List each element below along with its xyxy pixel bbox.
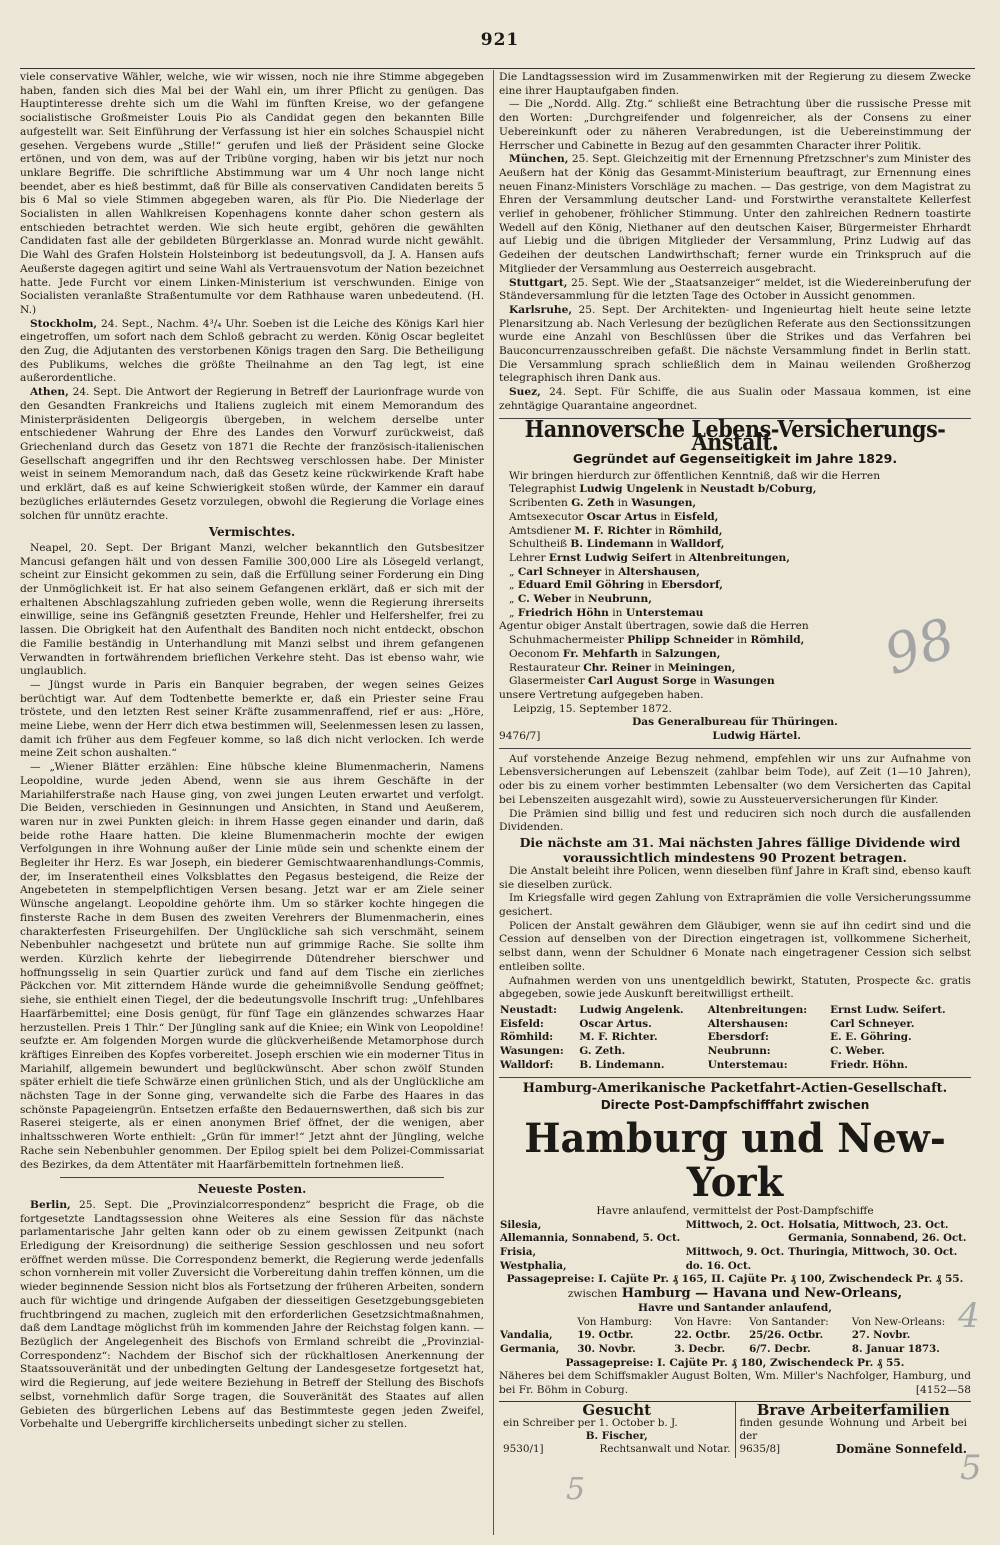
sailing-header-cell: Von Hamburg:: [577, 1316, 653, 1328]
table-cell: Eisfeld:: [500, 1017, 544, 1030]
classified-wanted-reference: 9530/1]: [503, 1442, 544, 1455]
agent-connector: in: [736, 634, 748, 647]
suez-text: 24. Sept. Für Schiffe, die aus Sualin oder Massaua kommen, ist eine zehntägige Quarantaine angeordnet.: [499, 386, 971, 412]
agent-connector: in: [675, 551, 686, 564]
berlin-text: 25. Sept. Die „Provinzialcorrespondenz“ bespricht die Frage, ob die fortgesetzte Landtagssession ohne Weiteres als eine Session für das nächste parlamentarische Jahr gelten kann oder ob zu einem gewissen Zeitpunkt (nach Erledigung der Kreisordnung) die seitherige Session geschlossen und neu sofort eröffnet werden müsse. Die Correspondenz bemerkt, die Regierung werde jedenfalls schon vornherein mit voller Zuversicht die Vorbereitung dahin treffen können, um die wieder beginnende Session nicht blos als Fortsetzung der früheren Arbeiten, sondern auch für wichtige und dringende Aufgaben der diesseitigen Gesetzgebungsgebieten fruchtbringend zu machen, zugleich mit den erforderlichen Gesetzsichtmaßnahmen, daß dem Landtage möglichst früh im kommenden Jahre der Reichstag folgen kann. — Bezüglich der Angelegenheit des Bischofs von Ermland schreibt die „Provinzial-Correspondenz“: Nachdem der Bischof sich der rückhaltlosen Anerkennung der Staatssouveränität und der unbedingten Geltung der Landesgesetze fortgesetzt hat, wird die Regierung, auf jede weitere Beziehung in Betreff der Stellung des Bischofs selbst, vornehmlich dafür Sorge tragen, die Souveränität des Staates auf allen Gebieten des bürgerlichen Lebens auf das Bestimmteste gegen jeden Zweifel, Vorbehalte und Uebergriffe kirchlicherseits unbedingt sicher zu stellen.: [20, 1198, 484, 1431]
insurance-body-6: Aufnahmen werden von uns unentgeldlich bewirkt, Statuten, Prospecte &c. gratis abgegeben, sowie jede Auskunft bereitwilligst ertheilt.: [499, 974, 971, 1001]
agent-place: Meiningen,: [667, 661, 736, 674]
agent-row: [499, 483, 971, 497]
agent-place: Walldorf,: [670, 538, 725, 551]
agent-name: Chr. Reiner: [583, 661, 651, 674]
sailing-cell: Westphalia,: [500, 1259, 567, 1272]
karlsruhe-dateline: Karlsruhe,: [509, 303, 573, 316]
agent-name: Philipp Schneider: [627, 634, 734, 647]
agent-connector: in: [660, 510, 671, 523]
agent-connector: in: [647, 579, 658, 592]
classified-families-title: Brave Arbeiterfamilien: [756, 1400, 950, 1419]
insurance-signature-row: [499, 730, 971, 744]
agent-name: B. Lindemann: [570, 538, 654, 551]
agent-place: Salzungen,: [654, 647, 721, 660]
insurance-agency-text: Agentur obiger Anstalt übertragen, sowie daß die Herren: [499, 620, 809, 633]
agent-role: Amtsexecutor: [509, 510, 584, 523]
agent-name: G. Zeth: [571, 497, 615, 510]
classified-families-reference: 9635/8]: [739, 1442, 781, 1455]
classified-wanted-footer: [503, 1443, 731, 1456]
classified-ads: [499, 1401, 971, 1458]
stuttgart-dateline: Stuttgart,: [509, 276, 568, 289]
sailing-cell: Holsatia, Mittwoch, 23. Oct.: [788, 1218, 949, 1231]
table-cell: Carl Schneyer.: [830, 1017, 915, 1030]
table-row: [499, 1045, 971, 1059]
agent-list: [499, 483, 971, 620]
table-cell: Römhild:: [500, 1031, 554, 1044]
section-heading-latest-posts: Neueste Posten.: [197, 1182, 307, 1197]
shipping-advertisement: [499, 1082, 971, 1398]
table-cell: Altenbreitungen:: [707, 1004, 808, 1016]
dividend-notice: Die nächste am 31. Mai nächsten Jahres fällige Dividende wird voraussichtlich mindestens 90 Prozent betragen.: [519, 834, 961, 865]
pencil-annotation-98: 98: [876, 605, 962, 688]
pencil-annotation-5: 5: [960, 1448, 982, 1488]
insurance-body-2: Die Prämien sind billig und fest und reduciren sich noch durch die ausfallenden Dividenden.: [499, 807, 971, 834]
stockholm-article: [20, 318, 484, 387]
sailing-cell: Germania,: [500, 1342, 560, 1355]
sailing-cell: Vandalia,: [500, 1329, 553, 1342]
agent-name: Carl Schneyer: [517, 565, 602, 578]
column-divider: [493, 70, 494, 1535]
munich-text: 25. Sept. Gleichzeitig mit der Ernennung Pfretzschner's zum Minister des Aeußern hat der König das Gesammt-Ministerium beauftragt, zur Ernennung eines neuen Finanz-Ministers Vorschläge zu machen. — Das gestrige, von dem Magistrat zu Ehren der Versammlung deutscher Land- und Forstwirthe veranstaltete Kellerfest verlief in gehobener, fröhlicher Stimmung. Unter den zahlreichen Rednern toastirte Wedell auf den König, Niethaner auf den deutschen Kaiser, Bürgermeister Ehrhardt auf Liebig und die übrigen Mitglieder der Versammlung, Prinz Ludwig auf das Gedeihen der deutschen Landwirthschaft; ferner wurde ein Trinkspruch auf die Mitglieder der Versammlung aus Oesterreich ausgebracht.: [499, 153, 971, 275]
agent-name: Ernst Ludwig Seifert: [548, 551, 672, 564]
table-cell: E. E. Göhring.: [830, 1031, 912, 1044]
insurance-intro: Wir bringen hierdurch zur öffentlichen Kenntniß, daß wir die Herren: [509, 469, 881, 482]
table-cell: Ludwig Angelenk.: [579, 1004, 684, 1016]
agent-connector: in: [654, 661, 665, 674]
stockholm-dateline: Stockholm,: [30, 317, 98, 330]
sailing-schedule-new-york: [499, 1219, 971, 1274]
agent-name: M. F. Richter: [574, 524, 652, 537]
shipping-route-title: Hamburg und New-York: [524, 1114, 946, 1206]
classified-wanted-role: Rechtsanwalt und Notar.: [599, 1442, 731, 1455]
agent-row: [499, 593, 971, 607]
sailing-header-cell: Von Santander:: [749, 1316, 829, 1328]
agent-role: Oeconom: [509, 647, 560, 660]
sailing-cell: 27. Novbr.: [851, 1329, 911, 1342]
agent-role: Restaurateur: [509, 661, 580, 674]
agent-name: Oscar Artus: [586, 510, 657, 523]
agent-role: „: [509, 606, 515, 619]
shipping-route-2-note: Havre und Santander anlaufend,: [638, 1301, 832, 1314]
insurance-reference-number: 9476/7]: [499, 730, 541, 743]
sailing-cell: Silesia,: [500, 1218, 542, 1231]
table-cell: Walldorf:: [500, 1058, 554, 1071]
agent-name: Fr. Mehfarth: [562, 647, 638, 660]
classified-wanted: [499, 1402, 735, 1458]
norddeutsche-article: — Die „Nordd. Allg. Ztg.“ schließt eine Betrachtung über die russische Presse mit den Worten: „Durchgreifender und folgenreicher, als der Consens zu einer Uebereinkunft oder zu näheren Verabredungen, ist die Uebereinstimmung der Herrscher und Cabinette in Bezug auf den gesammten Character ihrer Politik.: [499, 98, 971, 152]
copenhagen-election-article: viele conservative Wähler, welche, wie wir wissen, noch nie ihre Stimme abgegeben haben, fanden sich dies Mal bei der Wahl ein, um ihrer Pflicht zu genügen. Das Hauptinteresse drehte sich um die Wahl im fünften Kreise, wo der gefangene socialistische Großmeister Louis Pio als Candidat gegen den bekannten Bille aufgestellt war. Seit Einführung der Verfassung ist hier ein solches Schauspiel nicht gesehen. Vergebens wurde „Stille!“ gerufen und ließ der Präsident seine Glocke ertönen, und von dem, was auf der Tribüne vorging, haben wir bis jetzt nur noch unklare Begriffe. Die schriftliche Abstimmung war um 4 Uhr noch lange nicht beendet, aber es hieß bestimmt, daß für Bille als conservativen Candidaten bereits 5 bis 6 Mal so viele Stimmen abgegeben waren, als für Pio. Die Niederlage der Socialisten in allen Wahlkreisen Kopenhagens konnte daher schon gestern als entschieden betrachtet werden. Wie sich heute ergibt, gehören die gewählten Candidaten fast alle der gebildeten Bürgerklasse an. Monrad wurde nicht gewählt. Die Wahl des Grafen Holstein Holsteinborg ist bedeutungsvoll, da J. A. Hansen aufs Aeußerste dagegen agitirt und seine Wahl als Vertrauensvotum der Nation bezeichnet hatte. Jede Furcht vor einem Linken-Ministerium ist verschwunden. Einige von Socialisten veranlaßte Straßentumulte vor dem Rathhause waren unbedeutend. (H. N.): [20, 71, 484, 316]
sailing-row: [499, 1343, 971, 1357]
agent-name: Carl August Sorge: [588, 675, 697, 688]
classified-families-text: finden gesunde Wohnung und Arbeit bei der: [739, 1416, 967, 1442]
agent-place: Wasungen: [713, 675, 775, 688]
insurance-signature-name: Ludwig Härtel.: [712, 730, 801, 743]
sailing-cell: do. 16. Oct.: [685, 1259, 752, 1272]
sailing-header-cell: [499, 1316, 576, 1330]
insurance-title: Hannoversche Lebens-Versicherungs-Anstalt.: [524, 415, 946, 457]
pencil-annotation-5-bottom: 5: [566, 1472, 586, 1507]
shipping-route-subtitle: Directe Post-Dampfschifffahrt zwischen: [600, 1098, 870, 1113]
agent-row: [499, 511, 971, 525]
agent-row: [499, 552, 971, 566]
pencil-annotation-4: 4: [958, 1296, 980, 1336]
table-cell: Wasungen:: [500, 1045, 564, 1058]
agent-place: Altershausen,: [618, 565, 700, 578]
munich-article: [499, 153, 971, 276]
agent-connector: in: [612, 606, 623, 619]
classified-families-footer: [740, 1443, 968, 1456]
sailing-row: [499, 1219, 971, 1233]
agent-place: Unterstemau: [625, 606, 704, 619]
table-cell: G. Zeth.: [579, 1045, 626, 1058]
section-heading-miscellany: Vermischtes.: [208, 525, 296, 540]
naples-article: Neapel, 20. Sept. Der Brigant Manzi, welcher bekanntlich den Gutsbesitzer Mancusi gefangen hält und von dessen Familie 300,000 Lire als Lösegeld verlangt, scheint zur Einsicht gekommen zu sein, daß die Erfüllung seiner Forderung ein Ding der Unmöglichkeit ist. Er hat also seinem Gefangenen erklärt, daß er sich mit der erhaltenen Abschlagszahlung zufrieden geben wolle, wenn die Regierung ihrerseits einwillige, seine ins Gefängniß gesetzten Freunde, Hehler und Helfershelfer, frei zu lassen. Die Obrigkeit hat den Aufenthalt des Banditen noch nicht entdeckt, obschon die Familie beständig in Unterhandlung mit Manzi selbst und ihrem gefangenen Verwandten in fortwährendem brieflichen Verkehre steht. Das ist ebenso wahr, wie unglaublich.: [20, 541, 484, 678]
sailing-row: [499, 1246, 971, 1260]
stuttgart-text: 25. Sept. Wie der „Staatsanzeiger“ meldet, ist die Wiedereinberufung der Ständeversammlung für die letzten Tage des October in Aussicht genommen.: [499, 276, 971, 303]
shipping-company-name: Hamburg-Amerikanische Packetfahrt-Actien-Gesellschaft.: [522, 1080, 948, 1096]
agent-place: Ebersdorf,: [661, 579, 723, 592]
agent-row: [499, 497, 971, 511]
agent-connector: in: [686, 483, 697, 496]
sailing-cell: Allemannia, Sonnabend, 5. Oct.: [500, 1232, 681, 1245]
agent-place: Römhild,: [668, 524, 723, 537]
agent-role: Scribenten: [509, 497, 568, 510]
sailing-cell: 8. Januar 1873.: [851, 1342, 940, 1355]
insurance-body-3: Die Anstalt beleiht ihre Policen, wenn dieselben fünf Jahre in Kraft sind, ebenso kauft sie dieselben zurück.: [499, 864, 971, 891]
table-row: [499, 1018, 971, 1032]
agent-connector: in: [617, 497, 628, 510]
agent-connector: in: [654, 524, 666, 537]
agent-role: „: [509, 579, 515, 592]
berlin-article: [20, 1199, 484, 1432]
insurance-inner-divider: [499, 748, 971, 749]
page-number: 921: [480, 30, 520, 50]
agent-role: Amtsdiener: [509, 524, 571, 537]
agent-connector: in: [641, 647, 652, 660]
classified-wanted-text: ein Schreiber per 1. October b. J.: [503, 1416, 678, 1429]
shipping-agent-text: Näheres bei dem Schiffsmakler August Bolten, Wm. Miller's Nachfolger, Hamburg, und bei Fr. Böhm in Coburg.: [499, 1370, 971, 1397]
passage-prices-new-orleans: Passagepreise: I. Cajüte Pr. ₰ 180, Zwischendeck Pr. ₰ 55.: [565, 1356, 905, 1369]
agent-place: Wasungen,: [631, 497, 697, 510]
insurance-advertisement: [499, 415, 971, 1073]
header-rule: [20, 68, 975, 69]
sailing-cell: [685, 1232, 787, 1246]
insurance-representation-text: unsere Vertretung aufgegeben haben.: [499, 688, 704, 701]
sailing-header-cell: Von New-Orleans:: [851, 1316, 946, 1328]
shipping-reference-number: [4152—58: [915, 1384, 971, 1397]
table-row: [499, 1031, 971, 1045]
sailing-row: [499, 1329, 971, 1343]
agent-place: Neustadt b/Coburg,: [700, 483, 817, 496]
agent-row: [499, 566, 971, 580]
agent-row: [499, 538, 971, 552]
agent-location-table: [499, 1004, 971, 1073]
agent-role: Telegraphist: [509, 483, 577, 496]
insurance-date: Leipzig, 15. September 1872.: [513, 702, 672, 715]
athens-dateline: Athen,: [30, 386, 69, 399]
sailing-cell: Mittwoch, 9. Oct.: [685, 1246, 785, 1259]
stockholm-text: 24. Sept., Nachm. 4³/₄ Uhr. Soeben ist die Leiche des Königs Karl hier eingetroffen, um sofort nach dem Schloß gebracht zu werden. König Oscar begleitet den Zug, die Adjutanten des verstorbenen Königs tragen den Sarg. Die Betheiligung des Publikums, welches die größte Theilnahme an den Tag legt, ist eine außerordentliche.: [20, 317, 484, 385]
sailing-cell: 6/7. Decbr.: [749, 1342, 811, 1355]
sailing-schedule-new-orleans: [499, 1316, 971, 1357]
shipping-havre-note: Havre anlaufend, vermittelst der Post-Dampfschiffe: [596, 1204, 874, 1217]
shipping-route-2-prefix: zwischen: [567, 1288, 618, 1301]
table-cell: Ebersdorf:: [707, 1031, 769, 1044]
sailing-cell: 19. Octbr.: [577, 1329, 634, 1342]
munich-dateline: München,: [509, 153, 569, 166]
insurance-body-4: Im Kriegsfalle wird gegen Zahlung von Extraprämien die volle Versicherungssumme gesichert.: [499, 892, 971, 919]
stuttgart-article: [499, 277, 971, 304]
agent-role: Schuhmachermeister: [509, 634, 624, 647]
karlsruhe-article: [499, 304, 971, 386]
agent-row: [499, 525, 971, 539]
paris-article: — Jüngst wurde in Paris ein Banquier begraben, der wegen seines Geizes berüchtigt war. Auf dem Todtenbette bemerkte er, daß ein Priester seine Frau tröstete, und den letzten Rest seiner Kräfte zusammenraffend, rief er aus: „Höre, meine Liebe, wenn der Herr dich etwa bestimmen will, Seelenmessen lesen zu lassen, damit ich früher aus dem Fegfeuer komme, so laß dich nicht verlocken. Ich werde meine Zeit schon aushalten.“: [20, 678, 484, 760]
agent-place: Neubrunn,: [587, 593, 652, 606]
suez-dateline: Suez,: [509, 386, 541, 399]
table-cell: Unterstemau:: [707, 1058, 788, 1071]
sailing-cell: [787, 1260, 971, 1274]
agent-role: Glasermeister: [509, 675, 585, 688]
passage-prices-new-york: Passagepreise: I. Cajüte Pr. ₰ 165, II. Cajüte Pr. ₰ 100, Zwischendeck Pr. ₰ 55.: [506, 1273, 964, 1286]
table-cell: Ernst Ludw. Seifert.: [830, 1004, 946, 1016]
agent-name: Friedrich Höhn: [517, 606, 609, 619]
table-cell: B. Lindemann.: [579, 1058, 665, 1071]
table-cell: M. F. Richter.: [579, 1031, 658, 1044]
classified-families-signature: Domäne Sonnefeld.: [835, 1441, 967, 1456]
agent-name: Ludwig Ungelenk: [579, 483, 684, 496]
athens-text: 24. Sept. Die Antwort der Regierung in Betreff der Laurionfrage wurde von den Gesandten Frankreichs und Italiens zugleich mit einem Memorandum des Ministerpräsidenten Deligeorgis übergeben, in welchem derselbe unter entschiedener Wahrung der Ehre des Landes den Vorwurf zurückweist, daß Griechenland durch das Gesetz von 1871 die Rechte der französisch-italienischen Gesellschaft angegriffen und ihr den Rechtsweg verschlossen habe. Der Minister weist in seinem Memorandum nach, daß das Gesetz keine rückwirkende Kraft habe und erklärt, daß es auf keine Schwierigkeit stoßen würde, der Kammer ein darauf bezügliches erläuterndes Gesetz vorzulegen, obwohl die Regierung die Vorlage eines solchen für unnütz erachte.: [20, 386, 484, 522]
agent-row: [499, 579, 971, 593]
left-column: [20, 71, 484, 1432]
athens-article: [20, 386, 484, 523]
insurance-dateline-row: [499, 703, 971, 717]
berlin-dateline: Berlin,: [30, 1198, 71, 1211]
section-divider: [60, 1177, 444, 1178]
sailing-row: [499, 1232, 971, 1246]
agent-role: Schultheiß: [509, 538, 568, 551]
karlsruhe-text: 25. Sept. Der Architekten- und Ingenieurtag hielt heute seine letzte Plenarsitzung ab. Nach Verlesung der bezüglichen Referate aus den Sectionssitzungen wurde eine Anzahl von Beschlüssen über die Strikes und das Verfahren bei Bauconcurrenzausschreiben gefaßt. Die nächste Versammlung findet in Berlin statt. Die Versammlung sprach schließlich dem in Mainau weilenden Großherzog telegraphisch ihren Dank aus.: [499, 303, 971, 385]
agent-connector: in: [604, 565, 615, 578]
sailing-cell: 3. Decbr.: [674, 1342, 726, 1355]
agent-connector: in: [656, 538, 668, 551]
suez-article: [499, 386, 971, 413]
landtag-article: Die Landtagssession wird im Zusammenwirken mit der Regierung zu diesem Zwecke eine ihrer Hauptaufgaben finden.: [499, 71, 971, 97]
agent-place: Altenbreitungen,: [688, 551, 790, 564]
agent-name: Eduard Emil Göhring: [517, 579, 645, 592]
sailing-cell: 30. Novbr.: [577, 1342, 636, 1355]
right-column: [499, 71, 971, 1458]
table-cell: C. Weber.: [830, 1045, 885, 1058]
agent-place: Römhild,: [750, 634, 805, 647]
table-row: [499, 1059, 971, 1073]
agent-role: Lehrer: [509, 551, 546, 564]
shipping-agent-footer: [499, 1370, 971, 1397]
ad-divider-middle: [499, 1077, 971, 1078]
classified-families: [735, 1402, 972, 1458]
insurance-signature-office: Das Generalbureau für Thüringen.: [632, 716, 838, 729]
sailing-cell: Mittwoch, 2. Oct.: [685, 1218, 785, 1231]
sailing-row: [499, 1260, 971, 1274]
sailing-cell: Germania, Sonnabend, 26. Oct.: [788, 1232, 967, 1245]
sailing-cell: Thuringia, Mittwoch, 30. Oct.: [788, 1246, 958, 1259]
vienna-article: — „Wiener Blätter erzählen: Eine hübsche kleine Blumenmacherin, Namens Leopoldine, wurde jeden Abend, wenn sie aus ihrem Geschäfte in der Mariahilferstraße nach Hause ging, von zwei jungen Leuten erwartet und verfolgt. Die Beiden, verschieden in Gesinnungen und Ansichten, in Stand und Aeußerem, waren nur in zwei Punkten gleich: in ihrem Hasse gegen einander und darin, daß beide rothe Haare hatten. Die kleine Blumenmacherin mochte der ewigen Verfolgungen in ihre Wohnung außer der Linie müde sein und schenkte einem der Begleiter ihr Herz. Es war Joseph, ein biederer Gemischtwaarenhandlungs-Commis, der, im Inseratentheil eines Volksblattes den Pegasus besteigend, die Reize der Angebeteten in stempelpflichtigen Versen besang. Jetzt war er am Ziele seiner Wünsche angelangt. Leopoldine gehörte ihm. Um so stärker kochte hingegen die finsterste Rache in dem Busen des zweiten Verehrers der Blumenmacherin, eines charakterfesten Friseurgehilfen. Der Unglückliche sah sich verschmäht, seinem Nebenbuhler nachgesetzt und brütete nun auf grimmige Rache. Sie sollte ihm werden. Kürzlich kehrte der liebegirrende Dütendreher bierschwer und hoffnungsselig in sein Quartier zurück und fand auf dem Tische ein zierliches Päckchen vor. Mit zitterndem Hände wurde die geheimnißvolle Sendung geöffnet; siehe, sie enthielt einen Tiegel, der die bedeutungsvolle Inschrift trug: „Unfehlbares Haarfärbemittel; eine Dosis genügt, für fünf Tage ein glänzendes schwarzes Haar herzustellen. Preis 1 Thlr.“ Der Jüngling sank auf die Kniee; ein Wink von Leopoldine! seufzte er. Am folgenden Morgen wurde die glückverheißende Metamorphose durch kräftiges Einreiben des Kopfes vorbereitet. Joseph erschien wie ein moderner Titus in Mariahilf, allgemein bewundert und beglückwünscht. Aber schon zwölf Stunden später erhielt die tiefe Schwärze einen grünlichen Stich, und als der Unglückliche am nächsten Tage in der Sonne ging, verwandelte sich die Farbe des Haares in das schönste Papageiengrün. Entsetzen erfaßte den Bedauernswerthen, daß sich bis zur Raserei steigerte, als er einen anonymen Brief öffnet, der die wenigen, aber inhaltsschweren Worte enthielt: „Grün für immer!“ Jetzt ahnt der Jüngling, welche Rache sein Nebenbuhler genommen. Der Epilog spielt bei dem Polizei-Commissariat des Bezirkes, da dem Attentäter mit Haarfärbemitteln fortnehmen ließ.: [20, 761, 484, 1171]
table-cell: Neustadt:: [500, 1004, 557, 1016]
table-cell: Neubrunn:: [707, 1045, 771, 1058]
agent-role: „: [509, 593, 515, 606]
agent-connector: in: [700, 675, 711, 688]
classified-wanted-title: Gesucht: [582, 1400, 652, 1419]
agent-name: C. Weber: [517, 593, 571, 606]
insurance-subtitle: Gegründet auf Gegenseitigkeit im Jahre 1829.: [572, 450, 898, 466]
sailing-header-row: [499, 1316, 971, 1330]
insurance-body-1: Auf vorstehende Anzeige Bezug nehmend, empfehlen wir uns zur Aufnahme von Lebensversicherungen auf Lebenszeit (zahlbar beim Tode), auf Zeit (1—10 Jahren), oder bis zu einem vorher bestimmten Lebensalter (wo dem Versicherten das Capital bei Lebenszeiten ausgezahlt wird), sowie zu Aussteuerversicherungen für Kinder.: [499, 752, 971, 806]
agent-place: Eisfeld,: [673, 510, 719, 523]
sailing-cell: 25/26. Octbr.: [749, 1329, 824, 1342]
table-cell: Altershausen:: [707, 1017, 789, 1030]
insurance-body-5: Policen der Anstalt gewähren dem Gläubiger, wenn sie auf ihn cedirt sind und die Cession auf denselben von der Direction eingetragen ist, vollkommene Sicherheit, selbst dann, wenn der Schuldner 6 Monate nach eingetragener Cession sich selbst entleiben sollte.: [499, 919, 971, 973]
shipping-route-2-title: Hamburg — Havana und New-Orleans,: [621, 1286, 903, 1302]
shipping-route-2: [499, 1287, 971, 1302]
sailing-cell: Frisia,: [500, 1246, 537, 1259]
table-row: [499, 1004, 971, 1018]
sailing-cell: 22. Octbr.: [674, 1329, 731, 1342]
classified-wanted-signature: B. Fischer,: [585, 1429, 648, 1442]
agent-connector: in: [574, 593, 585, 606]
table-cell: Oscar Artus.: [579, 1017, 652, 1030]
sailing-header-cell: Von Havre:: [674, 1316, 732, 1328]
agent-role: „: [509, 565, 515, 578]
table-cell: Friedr. Höhn.: [830, 1058, 908, 1071]
